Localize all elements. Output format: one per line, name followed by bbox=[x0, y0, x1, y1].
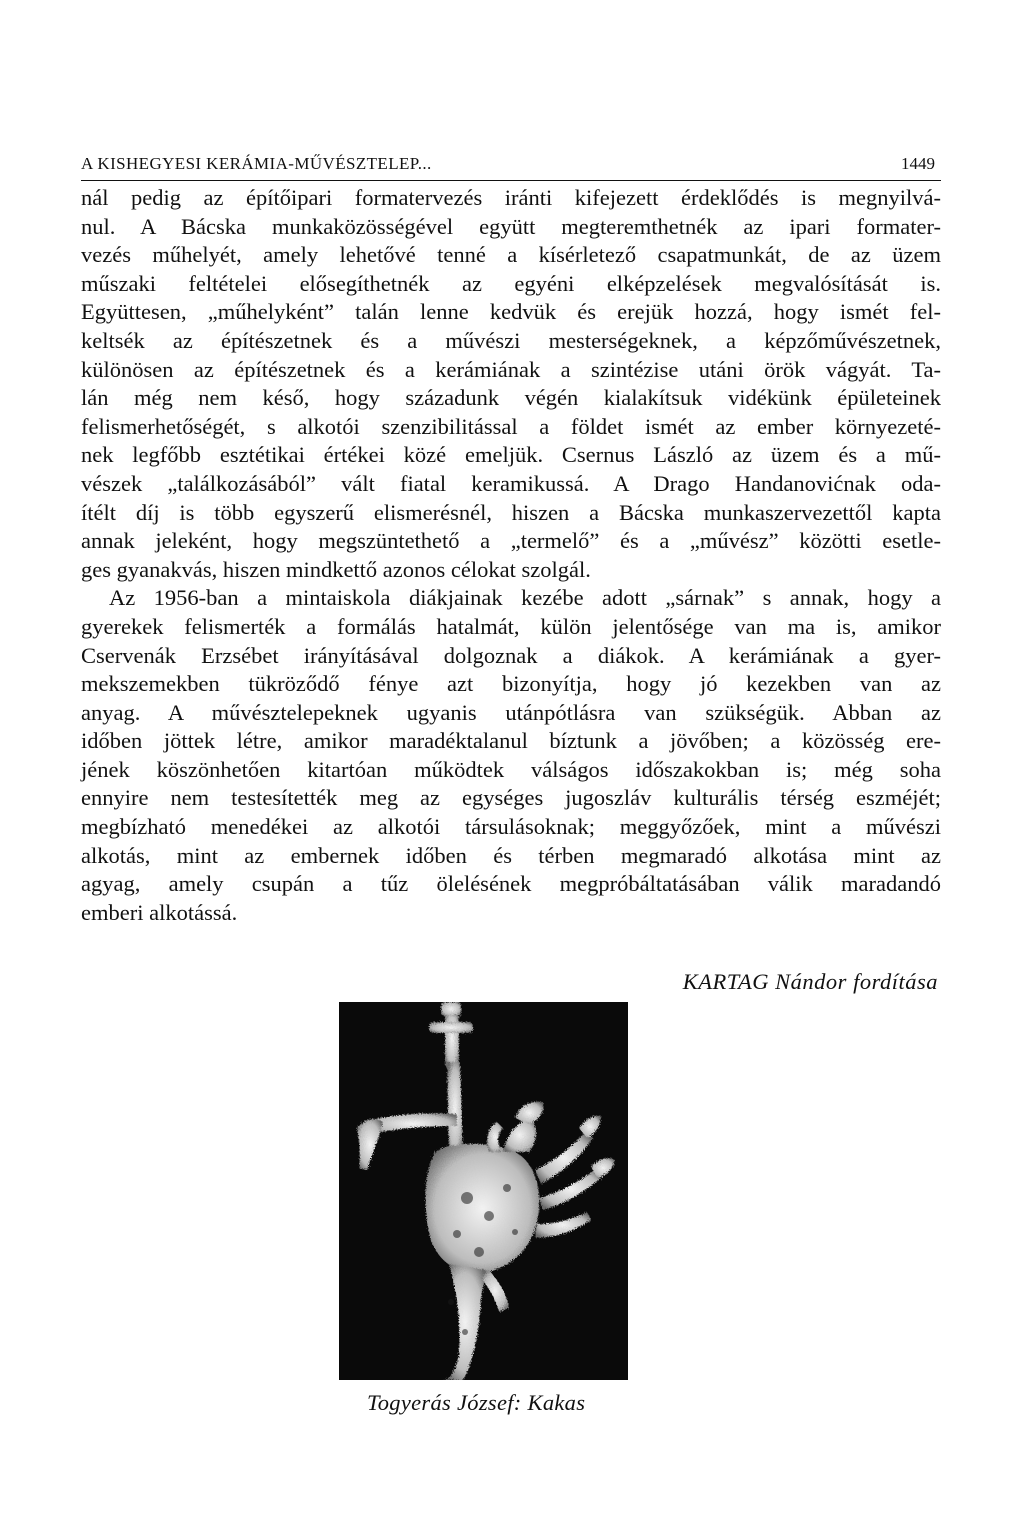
figure-caption: Togyerás József: Kakas bbox=[367, 1390, 586, 1415]
text-line: megbízható menedékei az alkotói társulásoknak; meggyőzőek, mint a művészi bbox=[81, 814, 941, 840]
text-line: ges gyanakvás, hiszen mindkettő azonos célokat szolgál. bbox=[81, 556, 591, 582]
ceramic-sculpture-photo bbox=[339, 1002, 628, 1380]
text-line: anyag. A művésztelepeknek ugyanis utánpótlásra van szükségük. Abban az bbox=[81, 699, 941, 725]
text-line: felismerhetőségét, s alkotói szenzibilitással a földet ismét az ember környezeté- bbox=[81, 413, 941, 439]
text-line: annak jeleként, hogy megszüntethető a „termelő” és a „művész” közötti esetle- bbox=[81, 528, 941, 554]
text-line: emberi alkotássá. bbox=[81, 899, 238, 925]
text-line: Együttesen, „műhelyként” talán lenne kedvük és erejük hozzá, hogy ismét fel- bbox=[81, 299, 941, 325]
text-line: nál pedig az építőipari formatervezés iránti kifejezett érdeklődés is megnyilvá- bbox=[81, 185, 941, 210]
text-line: nek legfőbb esztétikai értékei közé emeljük. Csernus László az üzem és a mű- bbox=[81, 442, 941, 468]
paragraph-2 bbox=[81, 584, 941, 927]
translator-credit: KARTAG Nándor fordítása bbox=[682, 969, 938, 994]
text-line: vezés műhelyét, amely lehetővé tenné a kísérletező csapatmunkát, de az üzem bbox=[81, 242, 941, 268]
paragraph-1 bbox=[81, 184, 941, 584]
text-line: Az 1956-ban a mintaiskola diákjainak kezébe adott „sárnak” s annak, hogy a bbox=[109, 585, 941, 611]
text-line: lán még nem késő, hogy századunk végén kialakítsuk vidékünk épületeinek bbox=[81, 385, 941, 411]
page-number: 1449 bbox=[901, 154, 935, 173]
text-line: mekszemekben tükröződő fénye azt bizonyítja, hogy jó kezekben van az bbox=[81, 671, 941, 697]
text-line: ennyire nem testesítették meg az egységes jugoszláv kulturális térség eszméjét; bbox=[81, 785, 941, 811]
running-header bbox=[81, 150, 941, 181]
text-line: Cservenák Erzsébet irányításával dolgoznak a diákok. A kerámiának a gyer- bbox=[81, 642, 941, 668]
text-line: ítélt díj is több egyszerű elismerésnél, hiszen a Bácska munkaszervezettől kapta bbox=[81, 499, 941, 525]
text-line: műszaki feltételei elősegíthetnék az egyéni elképzelések megvalósítását is. bbox=[81, 270, 941, 296]
text-line: jének köszönhetően kitartóan működtek válságos időszakokban is; még soha bbox=[81, 756, 941, 782]
text-line: különösen az építészetnek és a kerámiának a szintézise utáni örök vágyát. Ta- bbox=[81, 356, 941, 382]
text-line: vészek „találkozásából” vált fiatal keramikussá. A Drago Handanovićnak oda- bbox=[81, 470, 941, 496]
text-line: agyag, amely csupán a tűz ölelésének megpróbáltatásában válik maradandó bbox=[81, 871, 941, 897]
text-line: nul. A Bácska munkaközösségével együtt megteremthetnék az ipari formater- bbox=[81, 213, 941, 239]
text-line: alkotás, mint az embernek időben és térben megmaradó alkotása mint az bbox=[81, 842, 941, 868]
text-line: időben jöttek létre, amikor maradéktalanul bíztunk a jövőben; a közösség ere- bbox=[81, 728, 941, 754]
running-title: A KISHEGYESI KERÁMIA-MŰVÉSZTELEP... bbox=[81, 154, 432, 173]
article-body bbox=[81, 184, 941, 927]
text-line: keltsék az építészetnek és a művészi mesterségeknek, a képzőművészetnek, bbox=[81, 327, 941, 353]
rooster-sculpture-image bbox=[339, 1002, 628, 1380]
text-line: gyerekek felismerték a formálás hatalmát, külön jelentősége van ma is, amikor bbox=[81, 613, 941, 639]
